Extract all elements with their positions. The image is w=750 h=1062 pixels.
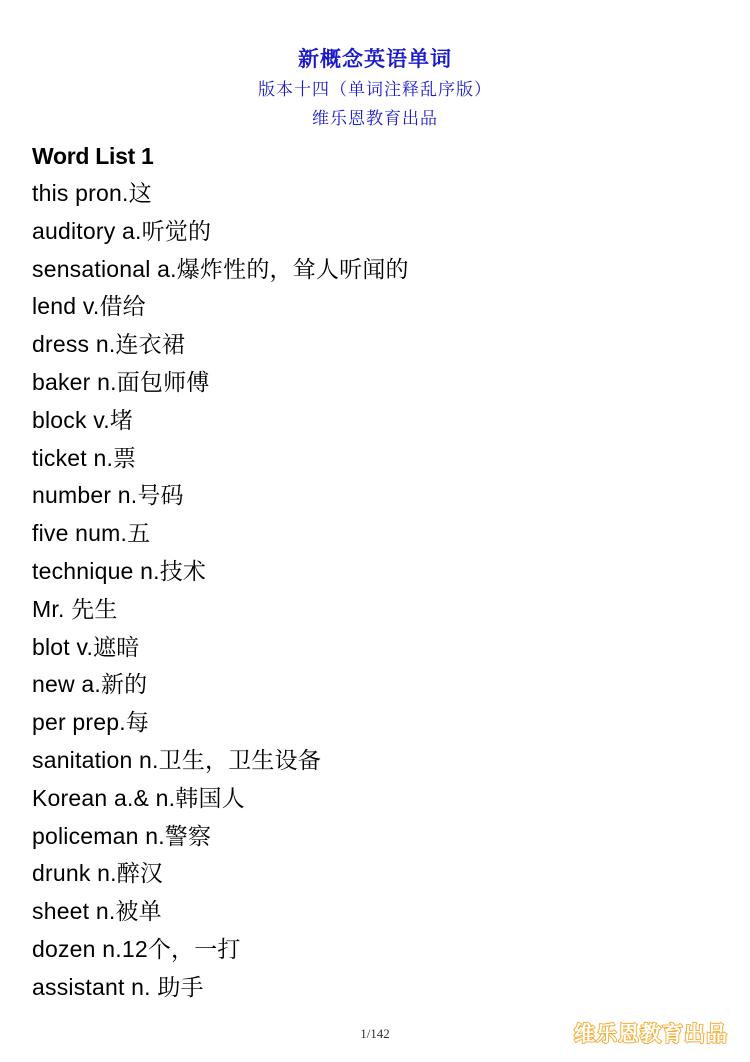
- word-entry: Korean a.& n.韩国人: [32, 784, 245, 811]
- word-entry: new a.新的: [32, 671, 148, 698]
- word-entry: sanitation n.卫生，卫生设备: [32, 746, 322, 773]
- document-header: [0, 44, 750, 134]
- word-entry: baker n.面包师傅: [32, 368, 210, 395]
- word-entry: ticket n.票: [32, 444, 137, 471]
- document-publisher: 维乐恩教育出品: [312, 109, 438, 128]
- word-entry: number n.号码: [32, 482, 184, 509]
- word-entry: technique n.技术: [32, 557, 207, 584]
- word-entry: lend v.借给: [32, 293, 146, 320]
- word-entry: sheet n.被单: [32, 898, 162, 925]
- word-entry: sensational a.爆炸性的，耸人听闻的: [32, 255, 409, 282]
- word-entry: drunk n.醉汉: [32, 860, 164, 887]
- word-entry: block v.堵: [32, 406, 134, 433]
- word-list-heading: Word List 1: [32, 143, 154, 169]
- word-entry: policeman n.警察: [32, 822, 212, 849]
- word-entry: dozen n.12个，一打: [32, 935, 241, 962]
- publisher-watermark: 维乐恩教育出品: [574, 1022, 728, 1046]
- word-entry: auditory a.听觉的: [32, 217, 212, 244]
- document-subtitle: 版本十四（单词注释乱序版）: [258, 80, 492, 99]
- word-list: [32, 175, 409, 1007]
- word-entry: per prep.每: [32, 709, 150, 736]
- word-entry: blot v.遮暗: [32, 633, 140, 660]
- word-entry: dress n.连衣裙: [32, 331, 186, 358]
- document-title: 新概念英语单词: [298, 48, 452, 71]
- word-entry: assistant n. 助手: [32, 973, 204, 1000]
- word-entry: Mr. 先生: [32, 595, 118, 622]
- word-entry: this pron.这: [32, 180, 152, 206]
- page-number: 1/142: [360, 1026, 390, 1041]
- word-entry: five num.五: [32, 520, 151, 547]
